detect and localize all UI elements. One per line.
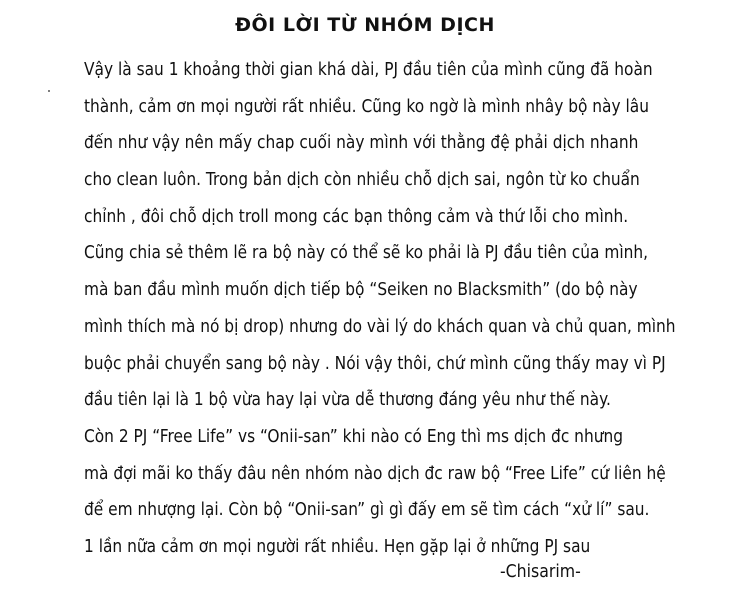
note-line: Cũng chia sẻ thêm lẽ ra bộ này có thể sẽ ko phải là PJ đầu tiên của mình,: [84, 243, 649, 264]
note-line: đầu tiên lại là 1 bộ vừa hay lại vừa dễ thương đáng yêu như thế này.: [84, 390, 611, 411]
note-line: để em nhượng lại. Còn bộ “Onii-san” gì gì đấy em sẽ tìm cách “xử lí” sau.: [84, 500, 650, 521]
note-line: Còn 2 PJ “Free Life” vs “Onii-san” khi nào có Eng thì ms dịch đc nhưng: [84, 426, 623, 447]
note-line: chỉnh , đôi chỗ dịch troll mong các bạn thông cảm và thứ lỗi cho mình.: [84, 206, 629, 227]
note-line: buộc phải chuyển sang bộ này . Nói vậy thôi, chứ mình cũng thấy may vì PJ: [84, 353, 666, 374]
note-line: mình thích mà nó bị drop) nhưng do vài lý do khách quan và chủ quan, mình: [84, 316, 676, 337]
note-body: [84, 52, 714, 566]
note-line: 1 lần nữa cảm ơn mọi người rất nhiều. Hẹn gặp lại ở những PJ sau: [84, 536, 591, 557]
signature: -Chisarim-: [500, 562, 581, 582]
stray-ink-dot: [48, 90, 50, 92]
note-line: mà ban đầu mình muốn dịch tiếp bộ “Seiken no Blacksmith” (do bộ này: [84, 280, 638, 301]
note-line: đến như vậy nên mấy chap cuối này mình với thằng đệ phải dịch nhanh: [84, 133, 639, 154]
note-line: mà đợi mãi ko thấy đâu nên nhóm nào dịch đc raw bộ “Free Life” cứ liên hệ: [84, 463, 666, 484]
note-line: Vậy là sau 1 khoảng thời gian khá dài, PJ đầu tiên của mình cũng đã hoàn: [84, 60, 653, 80]
note-line: thành, cảm ơn mọi người rất nhiều. Cũng ko ngờ là mình nhây bộ này lâu: [84, 96, 649, 117]
note-line: cho clean luôn. Trong bản dịch còn nhiều chỗ dịch sai, ngôn từ ko chuẩn: [84, 170, 640, 191]
page-title: ĐÔI LỜI TỪ NHÓM DỊCH: [235, 14, 495, 36]
